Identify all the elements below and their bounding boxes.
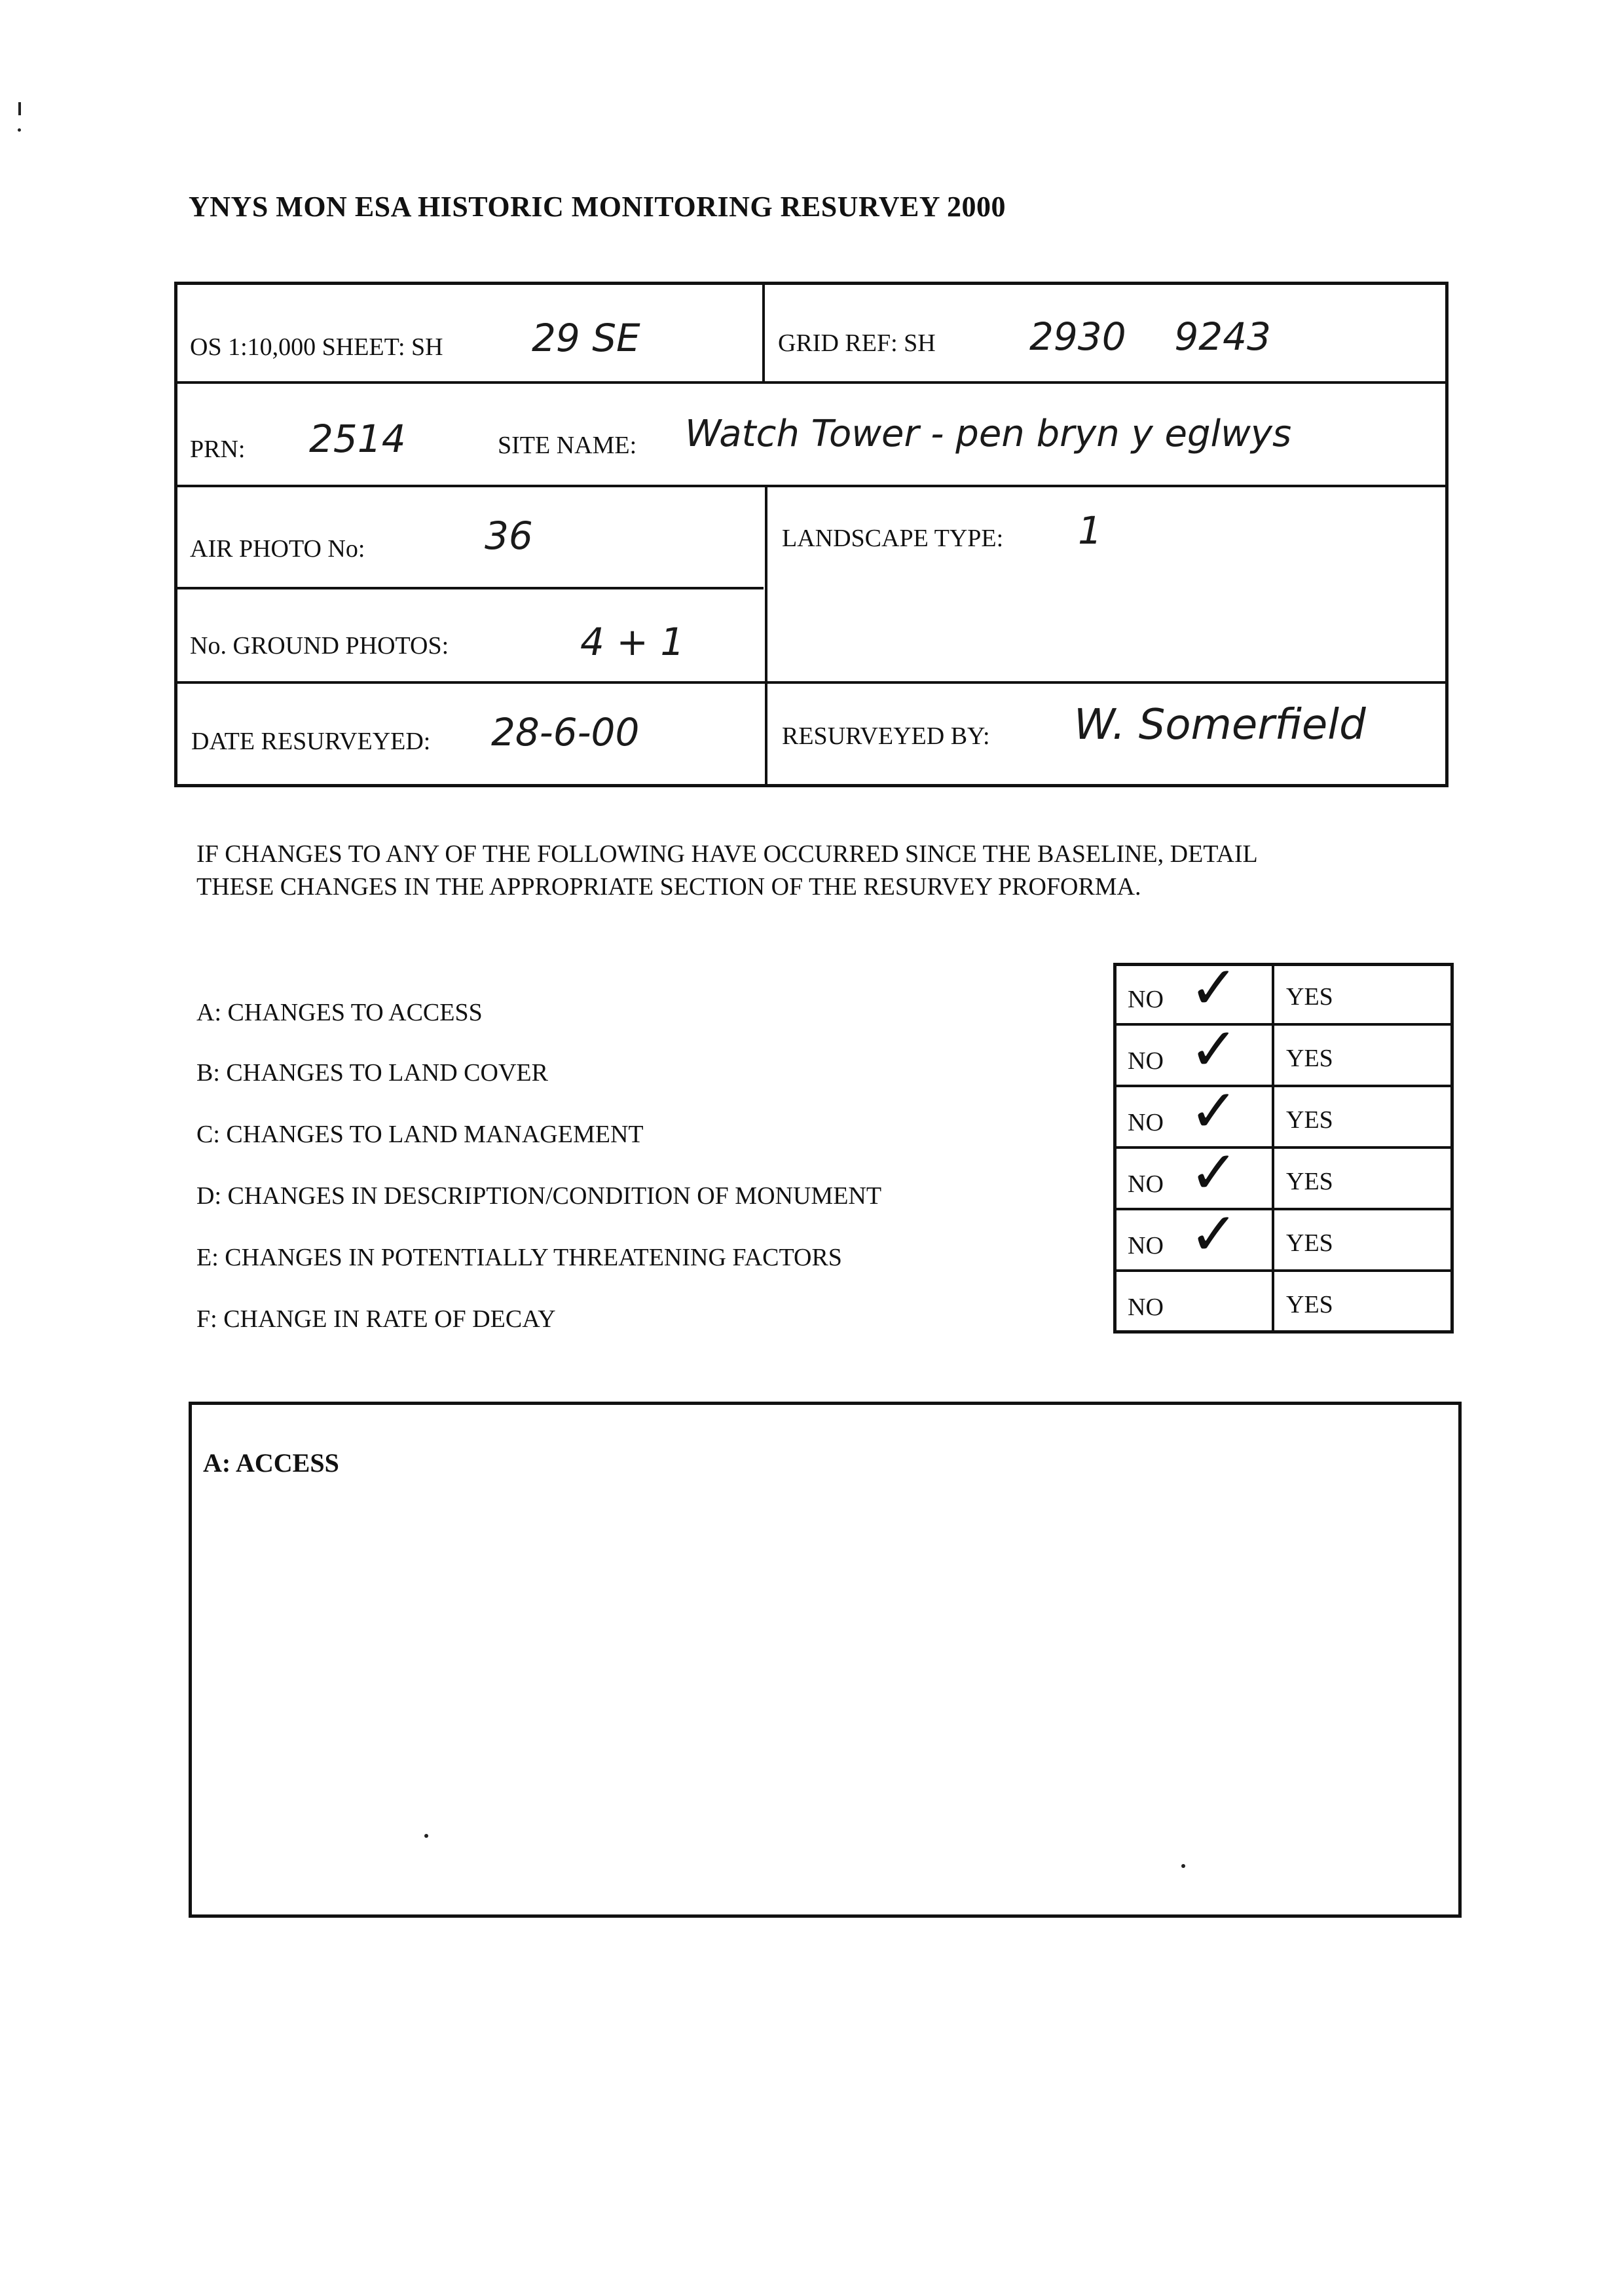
divider <box>174 681 1449 684</box>
prn-label: PRN: <box>190 436 246 463</box>
os-sheet-value: 29 SE <box>532 316 640 360</box>
divider <box>174 587 764 589</box>
change-label: E: CHANGES IN POTENTIALLY THREATENING FACTORS <box>196 1244 842 1271</box>
change-label: F: CHANGE IN RATE OF DECAY <box>196 1305 556 1333</box>
grid-ref-value: 2930 9243 <box>1029 314 1271 359</box>
divider <box>174 381 1449 384</box>
checkmark-icon: ✓ <box>1189 1200 1239 1269</box>
yes-option[interactable]: YES <box>1286 983 1333 1011</box>
divider <box>762 282 765 381</box>
resurveyed-by-value: W. Somerfield <box>1074 701 1366 749</box>
ground-photos-value: 4 + 1 <box>580 620 685 664</box>
scan-speck <box>1181 1864 1185 1868</box>
yes-no-grid <box>1113 954 1454 1334</box>
yes-option[interactable]: YES <box>1286 1229 1333 1257</box>
site-name-value: Watch Tower - pen bryn y eglwys <box>685 413 1292 455</box>
divider <box>765 485 767 787</box>
header-table <box>174 282 1449 787</box>
access-section <box>189 1402 1462 1918</box>
air-photo-value: 36 <box>485 513 533 558</box>
ground-photos-label: No. GROUND PHOTOS: <box>190 632 449 660</box>
divider <box>1113 1269 1454 1272</box>
checkmark-icon: ✓ <box>1189 954 1239 1022</box>
yes-option[interactable]: YES <box>1286 1106 1333 1134</box>
os-sheet-label: OS 1:10,000 SHEET: SH <box>190 333 443 361</box>
scan-speck <box>18 128 21 132</box>
no-option[interactable]: NO <box>1128 986 1164 1013</box>
landscape-type-label: LANDSCAPE TYPE: <box>782 525 1004 552</box>
site-name-label: SITE NAME: <box>498 432 637 459</box>
no-option[interactable]: NO <box>1128 1109 1164 1136</box>
resurveyed-by-label: RESURVEYED BY: <box>782 722 990 750</box>
change-label: C: CHANGES TO LAND MANAGEMENT <box>196 1121 644 1148</box>
change-label: B: CHANGES TO LAND COVER <box>196 1059 548 1087</box>
no-option[interactable]: NO <box>1128 1232 1164 1259</box>
yes-option[interactable]: YES <box>1286 1045 1333 1072</box>
divider <box>1113 1146 1454 1149</box>
checkmark-icon: ✓ <box>1189 1077 1239 1146</box>
scan-speck <box>424 1834 428 1838</box>
change-label: A: CHANGES TO ACCESS <box>196 999 483 1026</box>
checkmark-icon: ✓ <box>1189 1015 1239 1084</box>
landscape-type-value: 1 <box>1078 508 1102 553</box>
divider <box>1113 1085 1454 1087</box>
instruction-line-1: IF CHANGES TO ANY OF THE FOLLOWING HAVE OCCURRED SINCE THE BASELINE, DETAIL <box>196 840 1258 868</box>
grid-ref-label: GRID REF: SH <box>778 329 936 357</box>
change-label: D: CHANGES IN DESCRIPTION/CONDITION OF MONUMENT <box>196 1182 882 1210</box>
divider <box>1113 1023 1454 1026</box>
air-photo-label: AIR PHOTO No: <box>190 535 365 563</box>
access-heading: A: ACCESS <box>203 1448 339 1478</box>
date-resurveyed-value: 28-6-00 <box>491 710 640 755</box>
no-option[interactable]: NO <box>1128 1170 1164 1198</box>
yes-option[interactable]: YES <box>1286 1291 1333 1318</box>
date-resurveyed-label: DATE RESURVEYED: <box>191 728 431 755</box>
no-option[interactable]: NO <box>1128 1047 1164 1075</box>
yes-option[interactable]: YES <box>1286 1168 1333 1195</box>
no-option[interactable]: NO <box>1128 1294 1164 1321</box>
divider <box>174 485 1449 487</box>
divider <box>1113 1208 1454 1210</box>
checkmark-icon: ✓ <box>1189 1138 1239 1207</box>
scan-mark <box>18 102 21 115</box>
prn-value: 2514 <box>309 417 406 461</box>
page-title: YNYS MON ESA HISTORIC MONITORING RESURVEY 2000 <box>189 191 1006 223</box>
instruction-line-2: THESE CHANGES IN THE APPROPRIATE SECTION OF THE RESURVEY PROFORMA. <box>196 873 1141 901</box>
